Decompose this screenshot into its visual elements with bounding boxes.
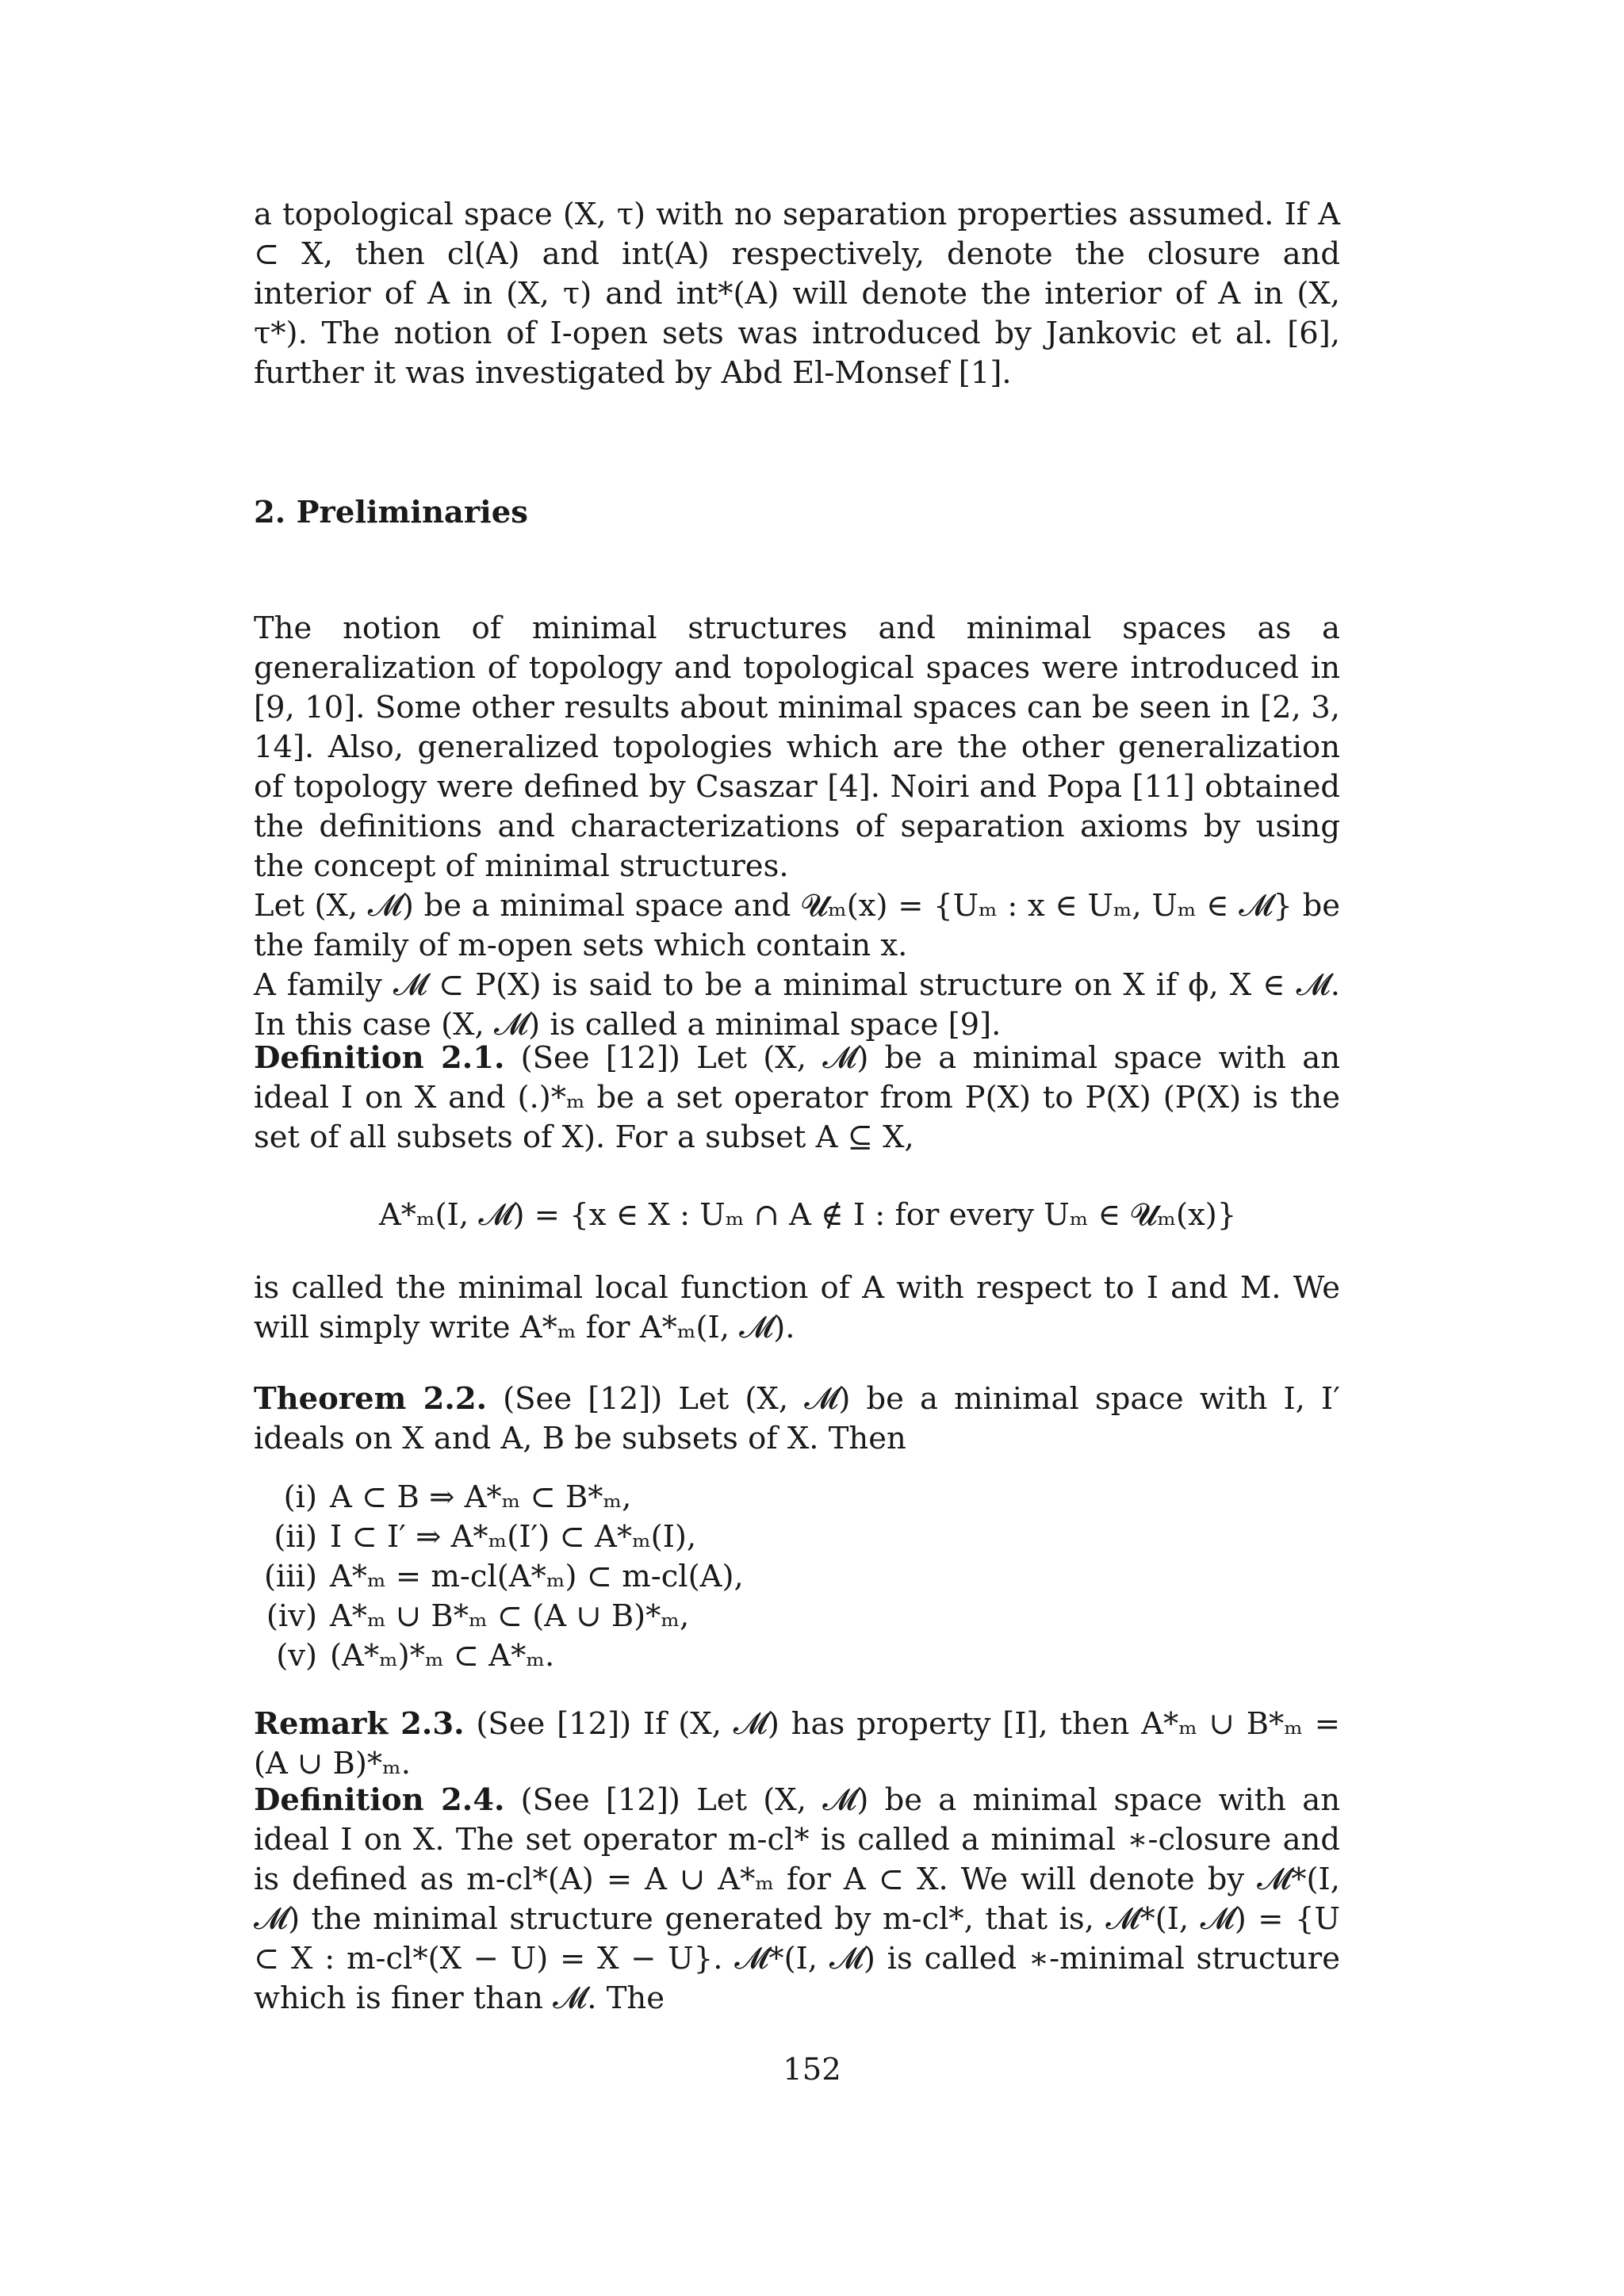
remark-2-3 — [254, 1705, 1340, 1784]
definition-2-1-text: (See [12]) Let (X, 𝓜) be a minimal space with an ideal I on X and (.)*ₘ be a set operator from P(X) to P(X) (P(X) is the set of all subsets of X). For a subset A ⊆ X, — [254, 1040, 1340, 1155]
list-item-number: (v) — [276, 1638, 317, 1674]
list-item-text: A ⊂ B ⇒ A*ₘ ⊂ B*ₘ, — [330, 1479, 632, 1515]
definition-2-1 — [254, 1039, 1340, 1158]
remark-2-3-text: (See [12]) If (X, 𝓜) has property [I], then A*ₘ ∪ B*ₘ = (A ∪ B)*ₘ. — [254, 1706, 1340, 1781]
prelim-paragraph-1: The notion of minimal structures and minimal spaces as a generalization of topology and topological spaces were introduced in [9, 10]. Some other results about minimal spaces can be seen in [2, 3, 14]. Also, generalized topologies which are the other generalization of topology were defined by Csaszar [4]. Noiri and Popa [11] obtained the definitions and characterizations of separation axioms by using the concept of minimal structures. — [254, 610, 1340, 884]
list-item-number: (i) — [283, 1479, 317, 1515]
display-equation: A*ₘ(I, 𝓜) = {x ∈ X : Uₘ ∩ A ∉ I : for every Uₘ ∈ 𝓤ₘ(x)} — [379, 1197, 1237, 1233]
intro-paragraph: a topological space (X, τ) with no separation properties assumed. If A ⊂ X, then cl(A) and int(A) respectively, denote the closure and interior of A in (X, τ) and int*(A) will denote the interior of A in (X, τ*). The notion of I-open sets was introduced by Jankovic et al. [6], further it was investigated by Abd El-Monsef [1]. — [254, 197, 1340, 391]
list-item-number: (ii) — [274, 1519, 317, 1555]
definition-2-1-label: Definition 2.1. — [254, 1040, 505, 1076]
section-heading: 2. Preliminaries — [254, 495, 528, 530]
theorem-2-2-label: Theorem 2.2. — [254, 1381, 488, 1417]
theorem-2-2 — [254, 1380, 1340, 1459]
list-item-text: I ⊂ I′ ⇒ A*ₘ(I′) ⊂ A*ₘ(I), — [330, 1519, 697, 1555]
preliminaries-body — [254, 609, 1340, 1045]
remark-2-3-label: Remark 2.3. — [254, 1706, 465, 1742]
definition-2-4 — [254, 1781, 1340, 2019]
list-item-text: A*ₘ ∪ B*ₘ ⊂ (A ∪ B)*ₘ, — [330, 1598, 690, 1634]
theorem-2-2-text: (See [12]) Let (X, 𝓜) be a minimal space with I, I′ ideals on X and A, B be subsets of X. Then — [254, 1381, 1340, 1456]
list-item-text: A*ₘ = m-cl(A*ₘ) ⊂ m-cl(A), — [330, 1559, 744, 1594]
list-item-number: (iii) — [264, 1559, 317, 1594]
page-number: 152 — [783, 2052, 841, 2087]
definition-2-4-text: (See [12]) Let (X, 𝓜) be a minimal space with an ideal I on X. The set operator m-cl* is called a minimal ∗-closure and is defined as m-cl*(A) = A ∪ A*ₘ for A ⊂ X. We will denote by 𝓜*(I, 𝓜) the minimal structure generated by m-cl*, that is, 𝓜*(I, 𝓜) = {U ⊂ X : m-cl*(X − U) = X − U}. 𝓜*(I, 𝓜) is called ∗-minimal structure which is finer than 𝓜. The — [254, 1782, 1340, 2016]
prelim-paragraph-3: A family 𝓜 ⊂ P(X) is said to be a minimal structure on X if ϕ, X ∈ 𝓜. In this case (X, 𝓜) is called a minimal space [9]. — [254, 967, 1340, 1043]
definition-2-4-label: Definition 2.4. — [254, 1782, 505, 1818]
list-item-text: (A*ₘ)*ₘ ⊂ A*ₘ. — [330, 1638, 555, 1674]
list-item-number: (iv) — [266, 1598, 317, 1634]
prelim-paragraph-2: Let (X, 𝓜) be a minimal space and 𝓤ₘ(x) = {Uₘ : x ∈ Uₘ, Uₘ ∈ 𝓜} be the family of m-open sets which contain x. — [254, 888, 1340, 963]
definition-2-1-continuation: is called the minimal local function of A with respect to I and M. We will simply write A*ₘ for A*ₘ(I, 𝓜). — [254, 1270, 1340, 1345]
